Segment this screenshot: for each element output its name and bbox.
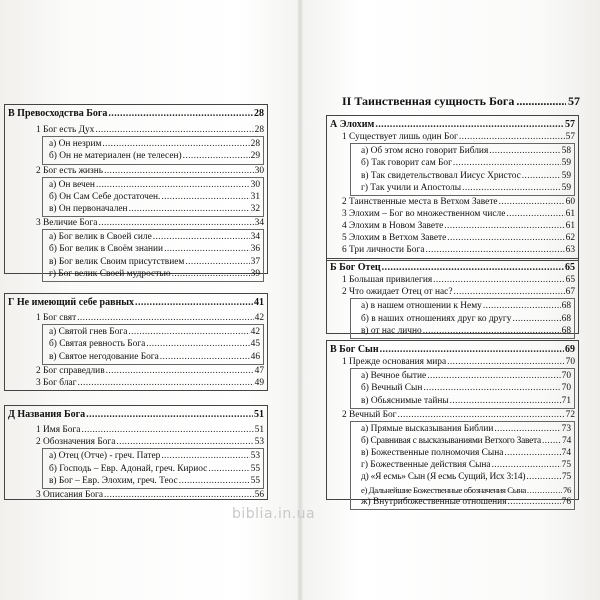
toc-subgroup bbox=[350, 143, 575, 196]
toc-heading[interactable]: Г Не имеющий себе равных ..... 41 bbox=[8, 297, 264, 309]
toc-subgroup bbox=[350, 368, 575, 408]
toc-entry[interactable]: 3 Описания Бога ..... 56 bbox=[8, 489, 264, 501]
toc-subentry[interactable]: г) Так учили и Апостолы ..... 59 bbox=[351, 182, 571, 194]
toc-entry[interactable]: 2 Бог есть жизнь ..... 30 bbox=[8, 165, 264, 177]
toc-entry[interactable]: 5 Элохим в Ветхом Завете ..... 62 bbox=[330, 232, 575, 244]
toc-entry[interactable]: 2 Что ожидает Отец от нас? ..... 67 bbox=[330, 286, 575, 298]
toc-subentry[interactable]: а) Отец (Отче) - греч. Патер ..... 53 bbox=[43, 450, 260, 462]
toc-heading[interactable]: А Элохим ..... 57 bbox=[330, 119, 575, 131]
toc-subentry[interactable]: а) Он незрим ..... 28 bbox=[43, 138, 260, 150]
toc-subentry[interactable]: а) Бог велик в Своей силе ..... 34 bbox=[43, 231, 260, 243]
toc-subentry[interactable]: б) Вечный Сын ..... 70 bbox=[351, 382, 571, 394]
toc-section-v-son bbox=[326, 340, 579, 507]
toc-section-g bbox=[4, 293, 268, 391]
toc-subentry[interactable]: а) Вечное бытие ..... 70 bbox=[351, 370, 571, 382]
toc-subentry[interactable]: в) Святое негодование Бога ..... 46 bbox=[43, 351, 260, 363]
toc-subgroup bbox=[42, 229, 264, 282]
toc-subentry[interactable]: в) Божественные полномочия Сына ..... 74 bbox=[351, 447, 571, 459]
toc-subentry[interactable]: б) Господь – Евр. Адонай, греч. Кириос ..... 55 bbox=[43, 463, 260, 475]
toc-subentry[interactable]: б) Так говорит сам Бог ..... 59 bbox=[351, 157, 571, 169]
toc-subentry[interactable]: е) Дальнейшие Божественные обозначения Сына ..... 76 bbox=[351, 484, 571, 496]
toc-subentry[interactable]: г) Божественные действия Сына ..... 75 bbox=[351, 459, 571, 471]
toc-entry[interactable]: 1 Существует лишь один Бог ..... 57 bbox=[330, 131, 575, 143]
toc-section-v bbox=[4, 104, 268, 279]
toc-subentry[interactable]: в) от нас лично ..... 68 bbox=[351, 325, 571, 337]
toc-entry[interactable]: 2 Вечный Бог ..... 72 bbox=[330, 409, 575, 421]
right-page bbox=[302, 0, 600, 600]
toc-subgroup bbox=[350, 421, 575, 510]
toc-subentry[interactable]: б) Бог велик в Своём знании ..... 36 bbox=[43, 243, 260, 255]
toc-entry[interactable]: 1 Прежде основания мира ..... 70 bbox=[330, 356, 575, 368]
part-title[interactable]: II Таинственная сущность Бога ..... 57 bbox=[342, 94, 580, 109]
toc-heading[interactable]: В Бог Сын ..... 69 bbox=[330, 344, 575, 356]
toc-subentry[interactable]: а) в нашем отношении к Нему ..... 68 bbox=[351, 300, 571, 312]
toc-subentry[interactable]: б) в наших отношениях друг ко другу ..... 68 bbox=[351, 313, 571, 325]
toc-entry[interactable]: 2 Бог справедлив ..... 47 bbox=[8, 365, 264, 377]
toc-entry[interactable]: 4 Элохим в Новом Завете ..... 61 bbox=[330, 220, 575, 232]
toc-section-a bbox=[326, 115, 579, 261]
toc-subentry[interactable]: а) Об этом ясно говорит Библия ..... 58 bbox=[351, 145, 571, 157]
toc-subgroup bbox=[42, 177, 264, 217]
toc-subentry[interactable]: а) Он вечен ..... 30 bbox=[43, 179, 260, 191]
toc-entry[interactable]: 1 Большая привилегия ..... 65 bbox=[330, 274, 575, 286]
toc-entry[interactable]: 1 Бог свят ..... 42 bbox=[8, 312, 264, 324]
toc-entry[interactable]: 1 Имя Бога ..... 51 bbox=[8, 424, 264, 436]
toc-entry[interactable]: 3 Элохим – Бог во множественном числе ..... 61 bbox=[330, 208, 575, 220]
toc-subentry[interactable]: в) Он первоначален ..... 32 bbox=[43, 203, 260, 215]
toc-subentry[interactable]: ж) Внутрибожественные отношения ..... 76 bbox=[351, 496, 571, 508]
toc-subentry[interactable]: а) Прямые высказывания Библии ..... 73 bbox=[351, 423, 571, 435]
toc-entry[interactable]: 2 Таинственные места в Ветхом Завете ..... 60 bbox=[330, 196, 575, 208]
toc-entry[interactable]: 3 Бог благ ..... 49 bbox=[8, 377, 264, 389]
toc-subentry[interactable]: в) Так свидетельствовал Иисус Христос ..... 59 bbox=[351, 170, 571, 182]
toc-subgroup bbox=[42, 324, 264, 364]
toc-subentry[interactable]: а) Святой гнев Бога ..... 42 bbox=[43, 326, 260, 338]
toc-entry[interactable]: 3 Величие Бога ..... 34 bbox=[8, 217, 264, 229]
toc-heading[interactable]: В Превосходства Бога ..... 28 bbox=[8, 108, 264, 120]
toc-subentry[interactable]: г) Бог велик Своей мудростью ..... 39 bbox=[43, 268, 260, 280]
toc-heading[interactable]: Б Бог Отец ..... 65 bbox=[330, 262, 575, 274]
toc-heading[interactable]: Д Названия Бога ..... 51 bbox=[8, 409, 264, 421]
toc-subgroup bbox=[42, 136, 264, 164]
toc-subentry[interactable]: д) «Я есмь» Сын (Я есмь Сущий, Исх 3:14) ..... 75 bbox=[351, 471, 571, 483]
toc-subentry[interactable]: в) Бог велик Своим присутствием ..... 37 bbox=[43, 256, 260, 268]
toc-subentry[interactable]: в) Бог – Евр. Элохим, греч. Теос ..... 55 bbox=[43, 475, 260, 487]
toc-section-d bbox=[4, 405, 268, 500]
toc-subgroup bbox=[42, 448, 264, 488]
toc-section-b bbox=[326, 258, 579, 334]
toc-subgroup bbox=[350, 298, 575, 338]
toc-entry[interactable]: 1 Бог есть Дух ..... 28 bbox=[8, 124, 264, 136]
toc-subentry[interactable]: б) Он Сам Себе достаточен. ..... 31 bbox=[43, 191, 260, 203]
toc-entry[interactable]: 6 Три личности Бога ..... 63 bbox=[330, 244, 575, 256]
toc-subentry[interactable]: б) Святая ревность Бога ..... 45 bbox=[43, 338, 260, 350]
toc-subentry[interactable]: в) Обьяснимые тайны ..... 71 bbox=[351, 395, 571, 407]
toc-entry[interactable]: 2 Обозначения Бога ..... 53 bbox=[8, 436, 264, 448]
watermark: biblia.in.ua bbox=[232, 506, 316, 522]
toc-subentry[interactable]: б) Он не материален (не телесен) ..... 29 bbox=[43, 150, 260, 162]
toc-subentry[interactable]: б) Сравнивая с высказываниями Ветхого Завета ..... 74 bbox=[351, 435, 571, 447]
